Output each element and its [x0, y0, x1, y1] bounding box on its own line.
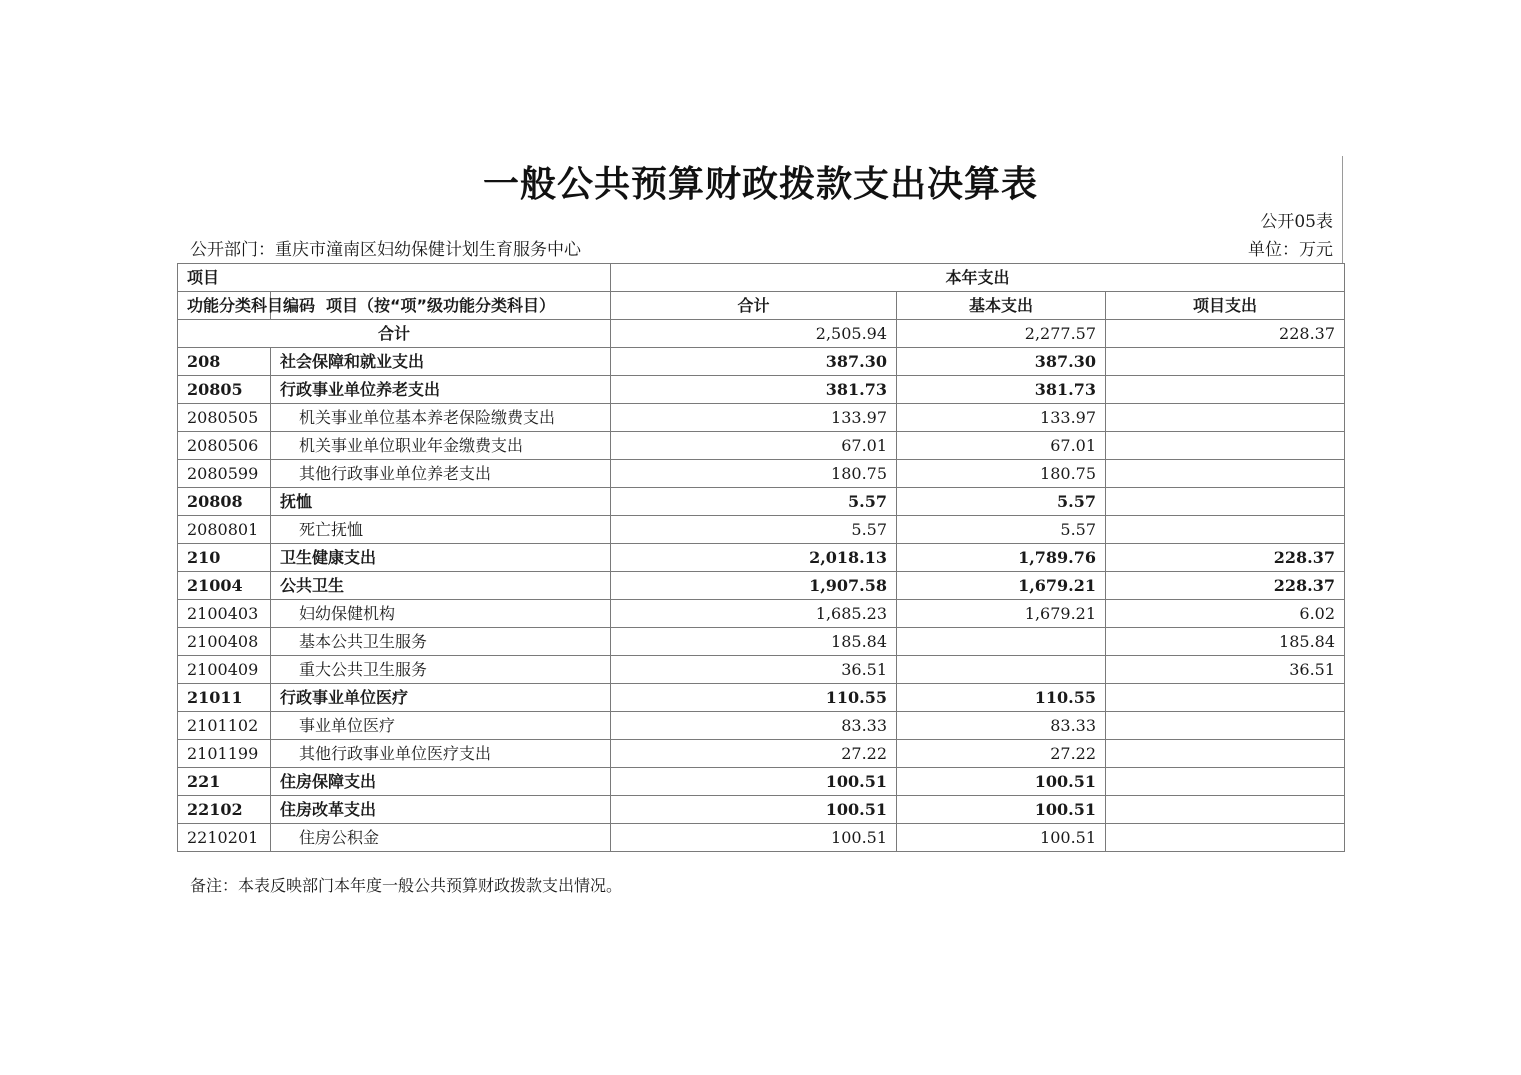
row-total: 133.97 [611, 404, 897, 432]
row-basic: 1,679.21 [897, 600, 1106, 628]
row-project [1106, 376, 1345, 404]
row-code: 20805 [178, 376, 271, 404]
row-code: 208 [178, 348, 271, 376]
header-total: 合计 [611, 292, 897, 320]
header-row-1 [178, 264, 1345, 292]
row-project: 6.02 [1106, 600, 1345, 628]
table-row [178, 432, 1345, 460]
table-row [178, 740, 1345, 768]
row-basic: 5.57 [897, 516, 1106, 544]
row-total: 5.57 [611, 516, 897, 544]
row-basic: 83.33 [897, 712, 1106, 740]
table-body [178, 320, 1345, 852]
row-project [1106, 684, 1345, 712]
table-row [178, 656, 1345, 684]
row-code: 2100408 [178, 628, 271, 656]
table-row [178, 628, 1345, 656]
row-name: 妇幼保健机构 [271, 600, 611, 628]
unit-label: 单位：万元 [1248, 240, 1333, 260]
row-basic: 100.51 [897, 768, 1106, 796]
row-basic: 100.51 [897, 824, 1106, 852]
row-name: 行政事业单位养老支出 [271, 376, 611, 404]
row-code: 2080506 [178, 432, 271, 460]
row-total: 180.75 [611, 460, 897, 488]
row-project [1106, 824, 1345, 852]
row-name: 住房改革支出 [271, 796, 611, 824]
header-project-expense: 项目支出 [1106, 292, 1345, 320]
row-code: 21004 [178, 572, 271, 600]
department-label: 公开部门：重庆市潼南区妇幼保健计划生育服务中心 [190, 240, 581, 260]
row-project [1106, 768, 1345, 796]
row-code: 2100409 [178, 656, 271, 684]
header-item: 项目（按“项”级功能分类科目） [271, 292, 611, 320]
row-name: 社会保障和就业支出 [271, 348, 611, 376]
row-basic: 110.55 [897, 684, 1106, 712]
row-name: 其他行政事业单位养老支出 [271, 460, 611, 488]
table-row [178, 348, 1345, 376]
row-code: 2210201 [178, 824, 271, 852]
row-name: 住房公积金 [271, 824, 611, 852]
row-basic: 133.97 [897, 404, 1106, 432]
row-total: 100.51 [611, 768, 897, 796]
row-basic [897, 628, 1106, 656]
row-basic: 381.73 [897, 376, 1106, 404]
row-name: 事业单位医疗 [271, 712, 611, 740]
row-basic: 67.01 [897, 432, 1106, 460]
header-code: 功能分类科目编码 [178, 292, 271, 320]
row-code: 210 [178, 544, 271, 572]
row-project [1106, 460, 1345, 488]
row-name: 其他行政事业单位医疗支出 [271, 740, 611, 768]
row-name: 机关事业单位基本养老保险缴费支出 [271, 404, 611, 432]
row-code: 2101199 [178, 740, 271, 768]
row-basic: 387.30 [897, 348, 1106, 376]
row-total: 67.01 [611, 432, 897, 460]
row-project [1106, 516, 1345, 544]
row-name: 行政事业单位医疗 [271, 684, 611, 712]
row-total: 2,018.13 [611, 544, 897, 572]
row-code: 2080599 [178, 460, 271, 488]
header-current-year: 本年支出 [611, 264, 1345, 292]
row-total: 185.84 [611, 628, 897, 656]
row-total: 381.73 [611, 376, 897, 404]
table-row [178, 824, 1345, 852]
total-label: 合计 [178, 320, 611, 348]
row-total: 83.33 [611, 712, 897, 740]
row-project [1106, 712, 1345, 740]
row-total: 100.51 [611, 824, 897, 852]
row-code: 21011 [178, 684, 271, 712]
row-basic: 5.57 [897, 488, 1106, 516]
total-project: 228.37 [1106, 320, 1345, 348]
row-project [1106, 740, 1345, 768]
row-project [1106, 488, 1345, 516]
table-row [178, 460, 1345, 488]
row-basic [897, 656, 1106, 684]
row-project: 228.37 [1106, 572, 1345, 600]
row-project: 185.84 [1106, 628, 1345, 656]
table-row [178, 684, 1345, 712]
row-code: 22102 [178, 796, 271, 824]
header-project: 项目 [178, 264, 611, 292]
row-name: 公共卫生 [271, 572, 611, 600]
row-total: 27.22 [611, 740, 897, 768]
table-row [178, 572, 1345, 600]
row-code: 221 [178, 768, 271, 796]
row-code: 2080801 [178, 516, 271, 544]
row-name: 住房保障支出 [271, 768, 611, 796]
row-basic: 1,789.76 [897, 544, 1106, 572]
table-row [178, 600, 1345, 628]
row-name: 抚恤 [271, 488, 611, 516]
total-basic: 2,277.57 [897, 320, 1106, 348]
table-row [178, 376, 1345, 404]
budget-table [177, 263, 1345, 852]
row-project: 36.51 [1106, 656, 1345, 684]
row-name: 机关事业单位职业年金缴费支出 [271, 432, 611, 460]
row-name: 基本公共卫生服务 [271, 628, 611, 656]
row-basic: 27.22 [897, 740, 1106, 768]
total-row [178, 320, 1345, 348]
table-row [178, 404, 1345, 432]
table-number: 公开05表 [1260, 212, 1333, 232]
row-total: 1,685.23 [611, 600, 897, 628]
total-amount: 2,505.94 [611, 320, 897, 348]
row-basic: 180.75 [897, 460, 1106, 488]
row-project [1106, 348, 1345, 376]
row-total: 36.51 [611, 656, 897, 684]
table-row [178, 768, 1345, 796]
row-total: 110.55 [611, 684, 897, 712]
row-project: 228.37 [1106, 544, 1345, 572]
row-project [1106, 796, 1345, 824]
table-row [178, 488, 1345, 516]
footnote: 备注：本表反映部门本年度一般公共预算财政拨款支出情况。 [190, 876, 623, 895]
page-title: 一般公共预算财政拨款支出决算表 [482, 164, 1038, 205]
row-total: 100.51 [611, 796, 897, 824]
row-project [1106, 432, 1345, 460]
row-name: 死亡抚恤 [271, 516, 611, 544]
table-row [178, 796, 1345, 824]
header-basic: 基本支出 [897, 292, 1106, 320]
table-row [178, 544, 1345, 572]
row-name: 卫生健康支出 [271, 544, 611, 572]
row-code: 20808 [178, 488, 271, 516]
row-total: 5.57 [611, 488, 897, 516]
row-basic: 100.51 [897, 796, 1106, 824]
row-total: 387.30 [611, 348, 897, 376]
row-code: 2100403 [178, 600, 271, 628]
header-row-2 [178, 292, 1345, 320]
row-project [1106, 404, 1345, 432]
table-row [178, 712, 1345, 740]
row-basic: 1,679.21 [897, 572, 1106, 600]
row-total: 1,907.58 [611, 572, 897, 600]
row-code: 2080505 [178, 404, 271, 432]
table-row [178, 516, 1345, 544]
row-code: 2101102 [178, 712, 271, 740]
row-name: 重大公共卫生服务 [271, 656, 611, 684]
